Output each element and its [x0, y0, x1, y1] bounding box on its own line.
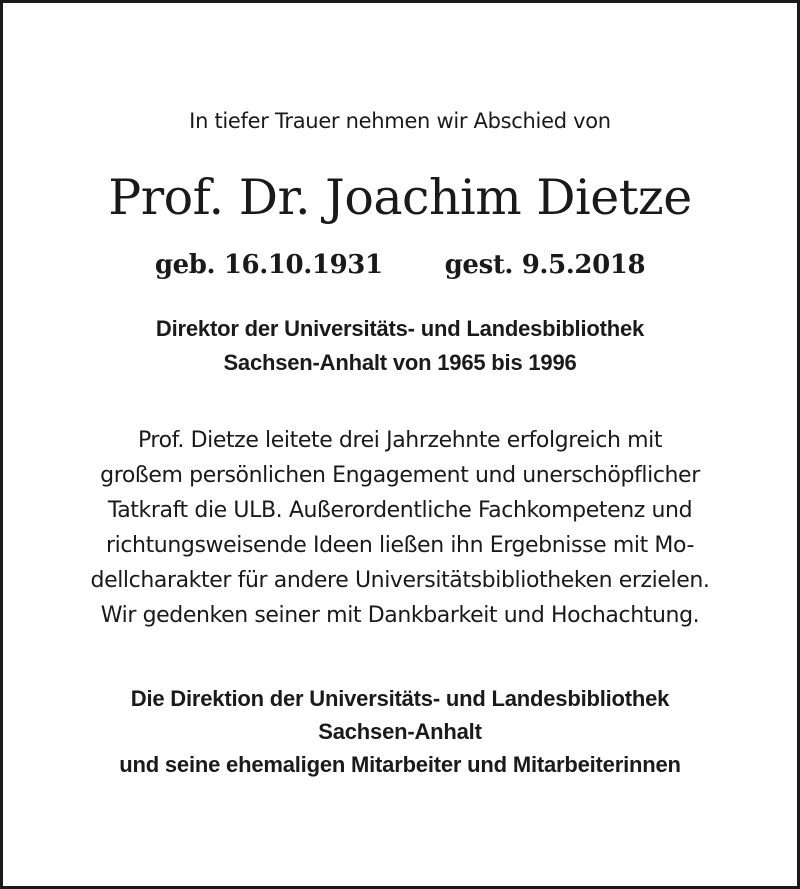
- tribute-line: großem persönlichen Engagement und unerschöpflicher: [100, 463, 700, 488]
- signature-block: [3, 682, 797, 781]
- death-date: gest. 9.5.2018: [444, 250, 646, 280]
- signature-line: Die Direktion der Universitäts- und Landesbibliothek: [130, 686, 670, 711]
- birth-date: geb. 16.10.1931: [154, 250, 383, 280]
- tribute-line: Prof. Dietze leitete drei Jahrzehnte erfolgreich mit: [137, 428, 663, 453]
- tribute-line: richtungsweisende Ideen ließen ihn Ergebnisse mit Mo-: [105, 533, 695, 558]
- tribute-line: dellcharakter für andere Universitätsbibliotheken erzielen.: [90, 568, 710, 593]
- intro-text: In tiefer Trauer nehmen wir Abschied von: [189, 109, 611, 133]
- signature-line: Sachsen-Anhalt: [318, 719, 482, 744]
- tribute-line: Tatkraft die ULB. Außerordentliche Fachkompetenz und: [107, 498, 693, 523]
- position-line: Sachsen-Anhalt von 1965 bis 1996: [223, 350, 577, 375]
- signature-line: und seine ehemaligen Mitarbeiter und Mitarbeiterinnen: [119, 752, 681, 777]
- deceased-name: Prof. Dr. Joachim Dietze: [108, 169, 692, 226]
- tribute-line: Wir gedenken seiner mit Dankbarkeit und Hochachtung.: [100, 603, 700, 628]
- tribute-paragraph: [43, 423, 757, 633]
- life-dates: [3, 247, 797, 283]
- position-description: [3, 312, 797, 380]
- position-line: Direktor der Universitäts- und Landesbibliothek: [155, 316, 645, 341]
